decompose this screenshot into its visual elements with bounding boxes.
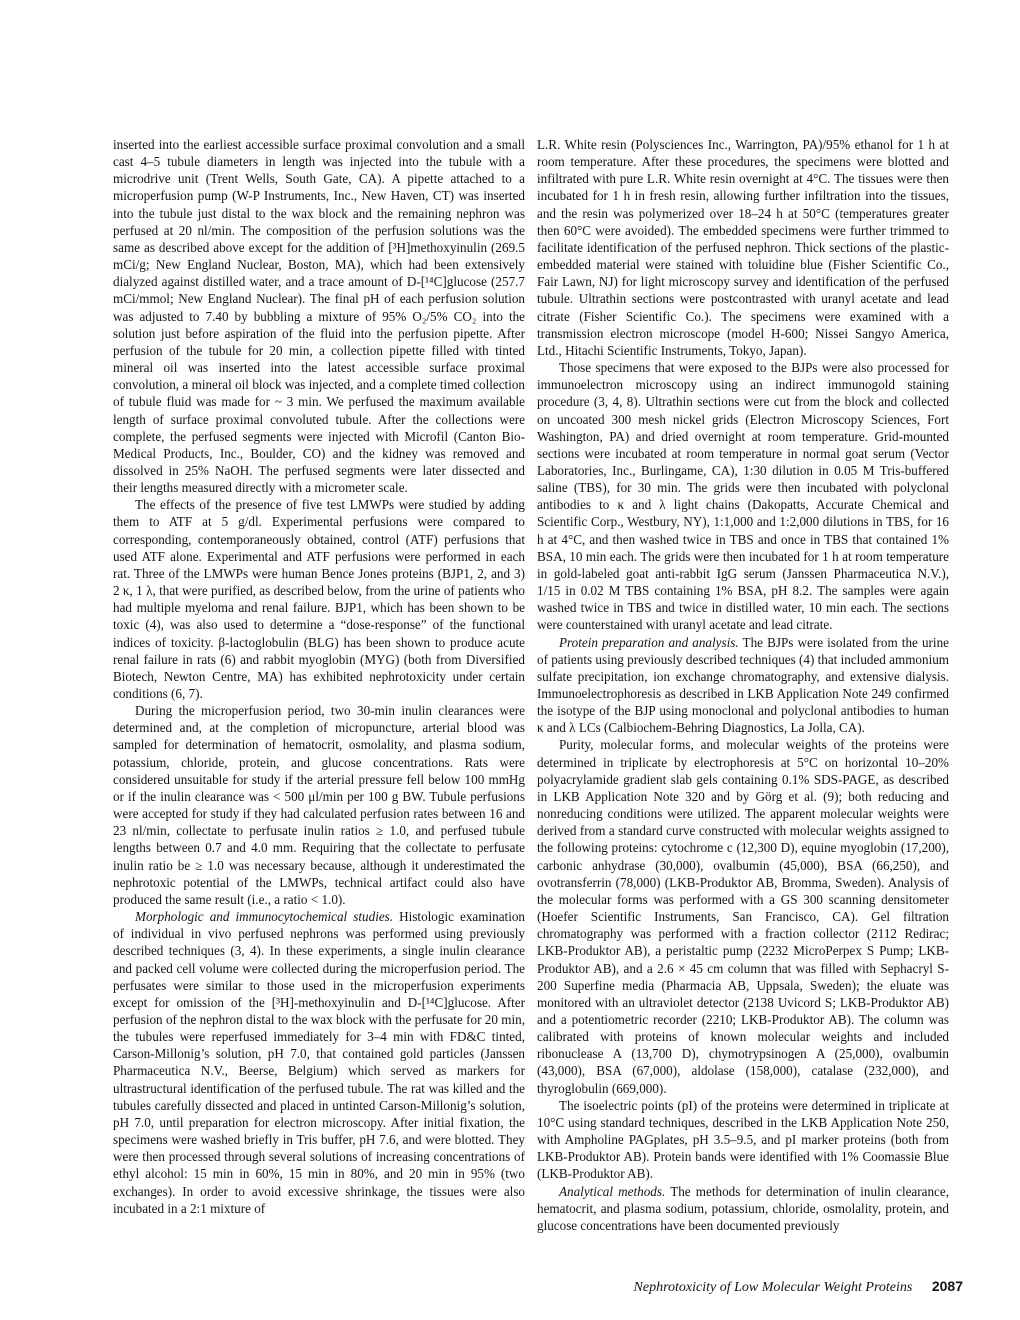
paragraph-text: The methods for determination of inulin clearance, hematocrit, and plasma sodium, potassium, chloride, osmolality, protein, and glucose concentrations have been documented previously xyxy=(537,1183,949,1233)
page-number: 2087 xyxy=(931,1278,963,1294)
paragraph: L.R. White resin (Polysciences Inc., Warrington, PA)/95% ethanol for 1 h at room temperature. After these procedures, the specimens were blotted and infiltrated with pure L.R. White resin overnight at 4°C. The tissues were then incubated for 1 h in fresh resin, allowing further infiltration into the tissues, and the resin was polymerized over 18–24 h at 50°C (temperatures greater then 60°C were avoided). The embedded specimens were further trimmed to facilitate identification of the perfused nephron. Thick sections of the plastic-embedded material were stained with toluidine blue (Fisher Scientific Co., Fair Lawn, NJ) for light microscopy survey and identification of the perfused tubule. Ultrathin sections were postcontrasted with uranyl acetate and lead citrate (Fisher Scientific Co.). The specimens were examined with a transmission electron microscope (model H-600; Nissei Sangyo America, Ltd., Hitachi Scientific Instruments, Tokyo, Japan). xyxy=(537,137,949,358)
paragraph: inserted into the earliest accessible surface proximal convolution and a small cast 4–5 tubule diameters in length was injected into the tubule with a microdrive unit (Trent Wells, South Gate, CA). A pipette attached to a microperfusion pump (W-P Instruments, Inc., New Haven, CT) was inserted into the tubule just distal to the wax block and the remaining nephron was perfused at 20 nl/min. The composition of the perfusion solutions was the same as described above except for the addition of [³H]methoxyinulin (269.5 mCi/g; New England Nuclear, Boston, MA), which had been extensively dialyzed against distilled water, and a trace amount of D-[¹⁴C]glucose (257.7 mCi/mmol; New England Nuclear). The final pH of each perfusion solution was adjusted to 7.40 by bubbling a mixture of 95% O₂/5% CO₂ into the solution just before aspiration of the fluid into the perfusion pipette. After perfusion of the tubule for 20 min, a collection pipette filled with tinted mineral oil was inserted into the latest accessible surface proximal convolution, a mineral oil block was injected, and a complete timed collection of tubule fluid was made for ~ 3 min. We perfused the maximum available length of surface proximal convoluted tubule. After the collections were complete, the perfused segments were injected with Microfil (Canton Bio-Medical Products, Inc., Boulder, CO) and the kidney was removed and dissolved in 25% NaOH. The perfused segments were later dissected and their lengths measured directly with a micrometer scale. xyxy=(113,137,525,496)
running-title: Nephrotoxicity of Low Molecular Weight Proteins xyxy=(633,1280,913,1295)
section-heading: Morphologic and immunocytochemical studies. xyxy=(135,909,394,925)
paragraph: Those specimens that were exposed to the BJPs were also processed for immunoelectron microscopy using an indirect immunogold staining procedure (3, 4, 8). Ultrathin sections were cut from the block and collected on uncoated 300 mesh nickel grids (Electron Microscopy Sciences, Fort Washington, PA) and dried overnight at room temperature. Grid-mounted sections were incubated at room temperature in normal goat serum (Vector Laboratories, Inc., Burlingame, CA), 1:30 dilution in 0.05 M Tris-buffered saline (TBS), for 30 min. The grids were then incubated with polyclonal antibodies to κ and λ light chains (Dakopatts, Accurate Chemical and Scientific Corp., Westbury, NY), 1:1,000 and 1:2,000 dilutions in TBS, for 16 h at 4°C, and then washed twice in TBS and once in TBS that contained 1% BSA, 10 min each. The grids were then incubated for 1 h at room temperature in gold-labeled goat anti-rabbit IgG serum (Janssen Pharmaceutica N.V.), 1/15 in 0.02 M TBS containing 1% BSA, pH 8.2. The samples were again washed twice in TBS and twice in distilled water, 10 min each. The sections were counterstained with uranyl acetate and lead citrate. xyxy=(537,360,949,633)
paragraph: During the microperfusion period, two 30-min inulin clearances were determined and, at the completion of micropuncture, arterial blood was sampled for determination of hematocrit, osmolality, and plasma sodium, potassium, chloride, protein, and glucose concentrations. Rats were considered unsuitable for study if the arterial pressure fell below 100 mmHg or if the inulin clearance was < 500 μl/min per 100 g BW. Tubule perfusions were accepted for study if they had calculated perfusion rates between 16 and 23 nl/min, collectate to perfusate inulin ratios ≥ 1.0, and perfused tubule lengths between 0.7 and 4.0 mm. Requiring that the collectate to perfusate inulin ratio be ≥ 1.0 was necessary because, although it underestimated the nephrotoxic potential of the LMWPs, technical artifact could also have produced the same result (i.e., a ratio < 1.0). xyxy=(113,703,525,907)
left-column xyxy=(113,136,525,1217)
paragraph xyxy=(113,908,525,1217)
paragraph-text: Histologic examination of individual in vivo perfused nephrons was performed using previously described techniques (3, 4). In these experiments, a single inulin clearance and packed cell volume were collected during the microperfusion period. The perfusates were similar to those used in the microperfusion experiments except for omission of the [³H]-methoxyinulin and D-[¹⁴C]glucose. After perfusion of the nephron distal to the wax block with the perfusate for 20 min, the tubules were reperfused immediately for 3–4 min with FD&C tinted, Carson-Millonig’s solution, pH 7.0, that contained gold particles (Janssen Pharmaceutica N.V., Beerse, Belgium) which served as markers for ultrastructural identification of the perfused tubule. The rat was killed and the tubules carefully dissected and placed in untinted Carson-Millonig’s solution, pH 7.0, until preparation for electron microscopy. After initial fixation, the specimens were washed briefly in Tris buffer, pH 7.6, and were blotted. They were then processed through several solutions of increasing concentrations of ethyl alcohol: 15 min in 60%, 15 min in 80%, and 20 min in 95% (two exchanges). In order to avoid excessive shrinkage, the tissues were also incubated in a 2:1 mixture of xyxy=(113,909,525,1216)
paragraph: The effects of the presence of five test LMWPs were studied by adding them to ATF at 5 g/dl. Experimental perfusions were compared to corresponding, contemporaneously obtained, control (ATF) perfusions that used ATF alone. Experimental and ATF perfusions were performed in each rat. Three of the LMWPs were human Bence Jones proteins (BJP1, 2, and 3) 2 κ, 1 λ, that were purified, as described below, from the urine of patients who had multiple myeloma and renal failure. BJP1, which has been shown to be toxic (4), was also used to determine a “dose-response” of the functional indices of toxicity. β-lactoglobulin (BLG) has been shown to produce acute renal failure in rats (6) and rabbit myoglobin (MYG) (both from Diversified Biotech, Newton Centre, MA) has exhibited nephrotoxicity under certain conditions (6, 7). xyxy=(113,497,525,701)
section-heading: Analytical methods. xyxy=(559,1183,666,1199)
page-footer xyxy=(634,1278,963,1296)
paragraph xyxy=(537,634,949,737)
paragraph: Purity, molecular forms, and molecular weights of the proteins were determined in triplicate by electrophoresis at 5°C on horizontal 10–20% polyacrylamide gradient slab gels containing 0.1% SDS-PAGE, as described in LKB Application Note 320 and by Görg et al. (9); both reducing and nonreducing conditions were utilized. The apparent molecular weights were derived from a standard curve constructed with molecular weights assigned to the following proteins: cytochrome c (12,300 D), equine myoglobin (17,200), carbonic anhydrase (30,000), ovalbumin (45,000), BSA (66,250), and ovotransferrin (78,000) (LKB-Produktor AB, Bromma, Sweden). Analysis of the molecular forms was performed with a GS 300 scanning densitometer (Hoefer Scientific Instruments, San Francisco, CA). Gel filtration chromatography was performed with a fraction collector (2112 Redirac; LKB-Produktor AB), a peristaltic pump (2232 MicroPerpex S Pump; LKB-Produktor AB), and a 2.6 × 45 cm column that was filled with Sephacryl S-200 Superfine media (Pharmacia AB, Uppsala, Sweden); the eluate was monitored with an ultraviolet detector (2138 Uvicord S; LKB-Produktor AB) and a potentiometric recorder (2210; LKB-Produktor AB). The column was calibrated with proteins of known molecular weights and included ribonuclease A (13,700 D), chymotrypsinogen A (25,000), ovalbumin (43,000), BSA (67,000), aldolase (158,000), catalase (232,000), and thyroglobulin (669,000). xyxy=(537,737,949,1096)
paragraph: The isoelectric points (pI) of the proteins were determined in triplicate at 10°C using standard techniques, described in the LKB Application Note 250, with Ampholine PAGplates, pH 3.5–9.5, and pI marker proteins (both from LKB-Produktor AB). Protein bands were identified with 1% Coomassie Blue (LKB-Produktor AB). xyxy=(537,1097,949,1182)
paragraph-text: The BJPs were isolated from the urine of patients using previously described techniques (4) that included ammonium sulfate precipitation, ion exchange chromatography, and extensive dialysis. Immunoelectrophoresis as described in LKB Application Note 249 confirmed the isotype of the BJP using monoclonal and polyclonal antibodies to human κ and λ LCs (Calbiochem-Behring Diagnostics, La Jolla, CA). xyxy=(537,634,950,736)
paragraph xyxy=(537,1183,949,1234)
right-column xyxy=(537,136,949,1234)
section-heading: Protein preparation and analysis. xyxy=(559,634,739,650)
